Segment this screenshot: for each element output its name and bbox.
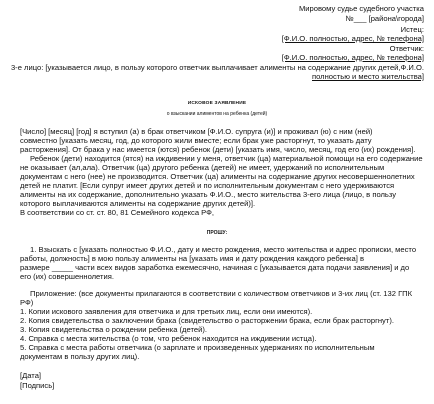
appendix-line: документам в пользу других лиц).: [20, 352, 140, 361]
appendix-line: РФ): [20, 298, 34, 307]
appendix-line: 4. Справка с места жительства (о том, что ребенок находится на иждивении истца).: [20, 334, 317, 343]
court-number: №___ [района\города]: [345, 14, 424, 23]
appendix-line: 2. Копия свидетельства о заключении брака (свидетельство о расторжении брака, если брак расторгнут).: [20, 316, 394, 325]
defendant-fields: [Ф.И.О. полностью, адрес, № телефона]: [281, 53, 424, 62]
body-line: расторжения]. От брака у нас имеется (ются) ребенок (дети) [указать имя, число, месяц, год его (их) рождения].: [20, 145, 416, 154]
body-line: совместно [указать месяц, год, до которого жили вместе; если брак уже расторгнут, то указать дату: [20, 136, 372, 145]
request-line: работы, должность] в мою пользу алименты на [указать имя и дату рождения каждого ребенка] в: [20, 254, 364, 263]
request-line: 1. Взыскать с [указать полностью Ф.И.О., дату и место рождения, место жительства и адрес прописки, место: [30, 245, 417, 254]
document-title: ИСКОВОЕ ЗАЯВЛЕНИЕ: [187, 101, 247, 106]
body-line: алименты на их содержание, дополнительно указать Ф.И.О., место жительства 3-его лица (лицо, в пользу: [20, 190, 397, 199]
date-placeholder: [Дата]: [20, 371, 42, 380]
request-heading: ПРОШУ:: [206, 230, 228, 236]
body-line: которого выплачиваются алименты на содержание других детей)].: [20, 199, 256, 208]
body-line: Ребенок (дети) находится (ятся) на иждивении у меня, ответчик (ца) материальной помощи на его содержание: [30, 154, 423, 163]
appendix-line: 3. Копия свидетельства о рождении ребенка (детей).: [20, 325, 207, 334]
defendant-label: Ответчик:: [389, 44, 424, 53]
plaintiff-label: Истец:: [400, 25, 424, 34]
body-line: [Число] [месяц] [год] я вступил (а) в брак ответчиком [Ф.И.О. супруга (и)] и проживал (ю) с ним (ней): [20, 127, 373, 136]
request-line: его (их) совершеннолетия.: [20, 272, 114, 281]
appendix-line: 1. Копии искового заявления для ответчика и для третьих лиц, если они имеются).: [20, 307, 313, 316]
third-party-line-2: полностью и место жительства]: [312, 72, 424, 81]
signature-placeholder: [Подпись]: [20, 381, 55, 390]
third-party-line-1: 3-е лицо: [указывается лицо, в пользу которого ответчик выплачивает алименты на содержание других детей,Ф.И.О.: [10, 63, 424, 72]
body-line: не оказывает (ал,ала). Ответчик (ца) другого ребенка (детей) не имеет, удержаний по исполнительным: [20, 163, 385, 172]
request-line: размере _____ части всех видов заработка ежемесячно, начиная с [указывается дата подачи заявления] и до: [20, 263, 410, 272]
plaintiff-fields: [Ф.И.О. полностью, адрес, № телефона]: [281, 34, 424, 43]
document-subtitle: о взыскании алиментов на ребенка (детей): [166, 111, 268, 117]
body-line: детей не платит. [Если супруг имеет других детей и по исполнительным документам с него удерживаются: [20, 181, 395, 190]
body-line: документам с него (нее) не производится. Ответчик (ца) алименты на содержание других несовершеннолетних: [20, 172, 415, 181]
appendix-line: 5. Справка с места работы ответчика (о зарплате и произведенных удержаниях по исполнительным: [20, 343, 375, 352]
body-line: В соответствии со ст. ст. 80, 81 Семейного кодекса РФ,: [20, 208, 215, 217]
appendix-line: Приложение: (все документы прилагаются в соответствии с количеством ответчиков и 3-их лиц (ст. 132 ГПК: [30, 289, 413, 298]
court-name: Мировому судье судебного участка: [298, 4, 424, 13]
